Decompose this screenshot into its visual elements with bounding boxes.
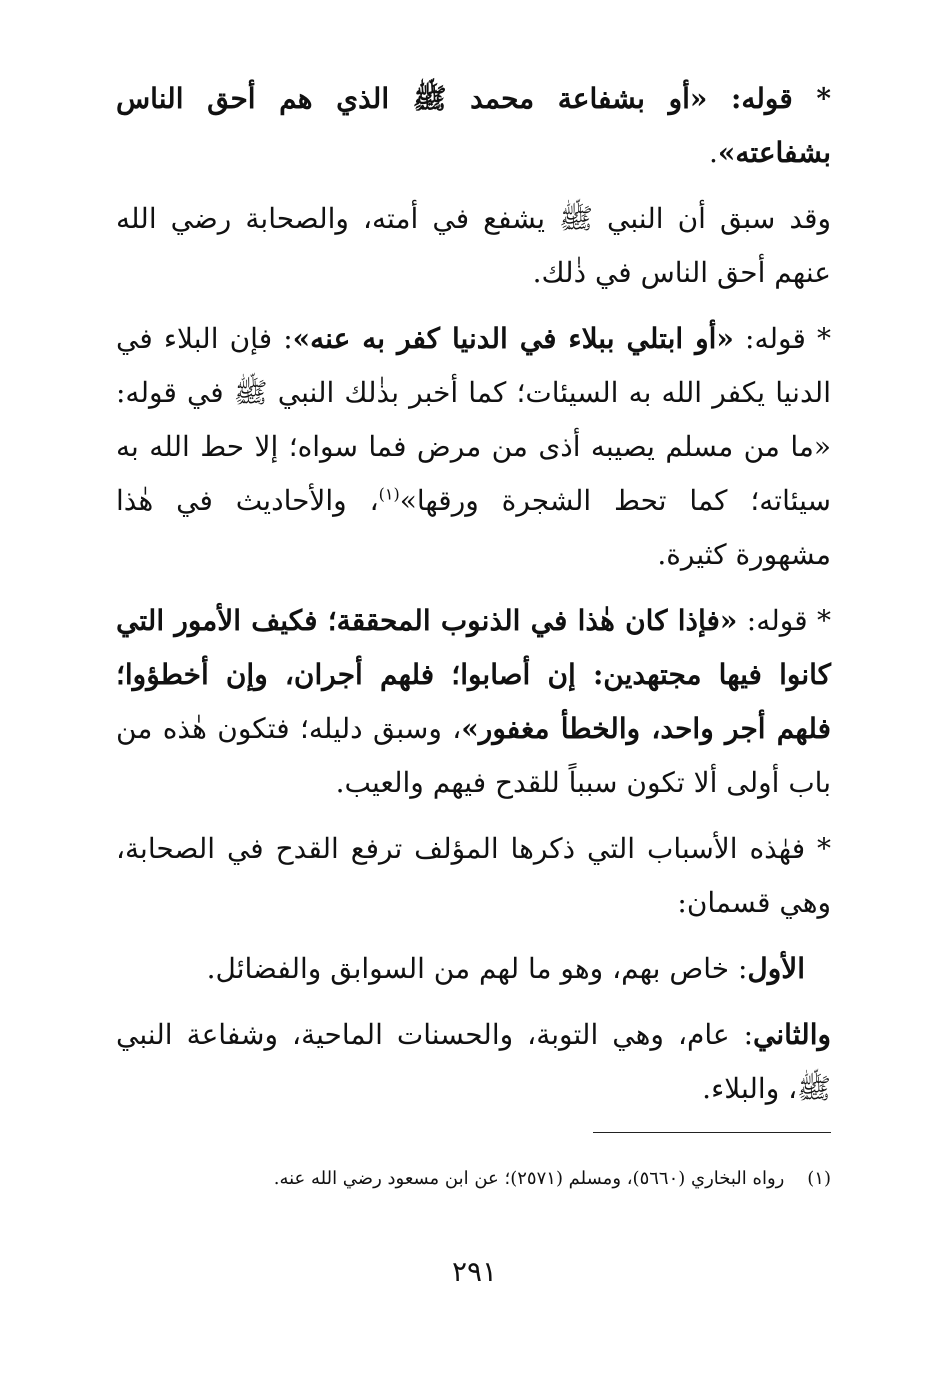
footnote-marker: (١) bbox=[807, 1168, 831, 1189]
quoted-text: «أو ابتلي ببلاء في الدنيا كفر به عنه» bbox=[292, 322, 734, 355]
quoted-text: والثاني bbox=[753, 1018, 831, 1051]
footnote-reference: (١) bbox=[378, 484, 400, 504]
paragraph bbox=[116, 1008, 831, 1116]
paragraph bbox=[116, 822, 831, 930]
paragraph-text: : عام، وهي التوبة، والحسنات الماحية، وشفاعة النبي ﷺ، والبلاء. bbox=[116, 1018, 831, 1105]
paragraph bbox=[116, 312, 831, 582]
main-text bbox=[116, 72, 831, 1128]
paragraph-text: * قوله: bbox=[733, 322, 832, 355]
paragraph-text: ، وسبق دليله؛ فتكون هٰذه من باب أولى ألا تكون سبباً للقدح فيهم والعيب. bbox=[116, 712, 831, 799]
footnote-divider bbox=[593, 1132, 831, 1133]
paragraph-text: ، والأحاديث في هٰذا مشهورة كثيرة. bbox=[116, 484, 831, 571]
page-number: ٢٩١ bbox=[451, 1255, 498, 1288]
paragraph-text: * فهٰذه الأسباب التي ذكرها المؤلف ترفع القدح في الصحابة، وهي قسمان: bbox=[116, 832, 832, 919]
paragraph-text: : خاص بهم، وهو ما لهم من السوابق والفضائل. bbox=[206, 952, 748, 985]
footnote-text: رواه البخاري (٥٦٦٠)، ومسلم (٢٥٧١)؛ عن ابن مسعود رضي الله عنه. bbox=[273, 1168, 785, 1189]
paragraph-text: : فإن البلاء في الدنيا يكفر الله به السيئات؛ كما أخبر بذٰلك النبي ﷺ في قوله: «ما من مسلم يصيبه أذى من مرض فما سواه؛ إلا حط الله به سيئاته؛ كما تحط الشجرة ورقها» bbox=[116, 322, 831, 517]
quoted-text: «فإذا كان هٰذا في الذنوب المحققة؛ فكيف الأمور التي كانوا فيها مجتهدين: إن أصابوا؛ فلهم أجران، وإن أخطؤوا؛ فلهم أجر واحد، والخطأ مغفور» bbox=[116, 604, 831, 745]
paragraph-text: . bbox=[708, 136, 718, 169]
paragraph bbox=[116, 942, 831, 996]
footnote bbox=[116, 1164, 831, 1194]
paragraph bbox=[116, 594, 831, 810]
paragraph bbox=[116, 72, 831, 180]
quoted-text: * قوله: «أو بشفاعة محمد ﷺ الذي هم أحق الناس بشفاعته» bbox=[116, 82, 831, 169]
quoted-text: الأول bbox=[747, 952, 805, 985]
paragraph-text: وقد سبق أن النبي ﷺ يشفع في أمته، والصحابة رضي الله عنهم أحق الناس في ذٰلك. bbox=[116, 202, 831, 289]
paragraph bbox=[116, 192, 831, 300]
paragraph-text: * قوله: bbox=[737, 604, 831, 637]
